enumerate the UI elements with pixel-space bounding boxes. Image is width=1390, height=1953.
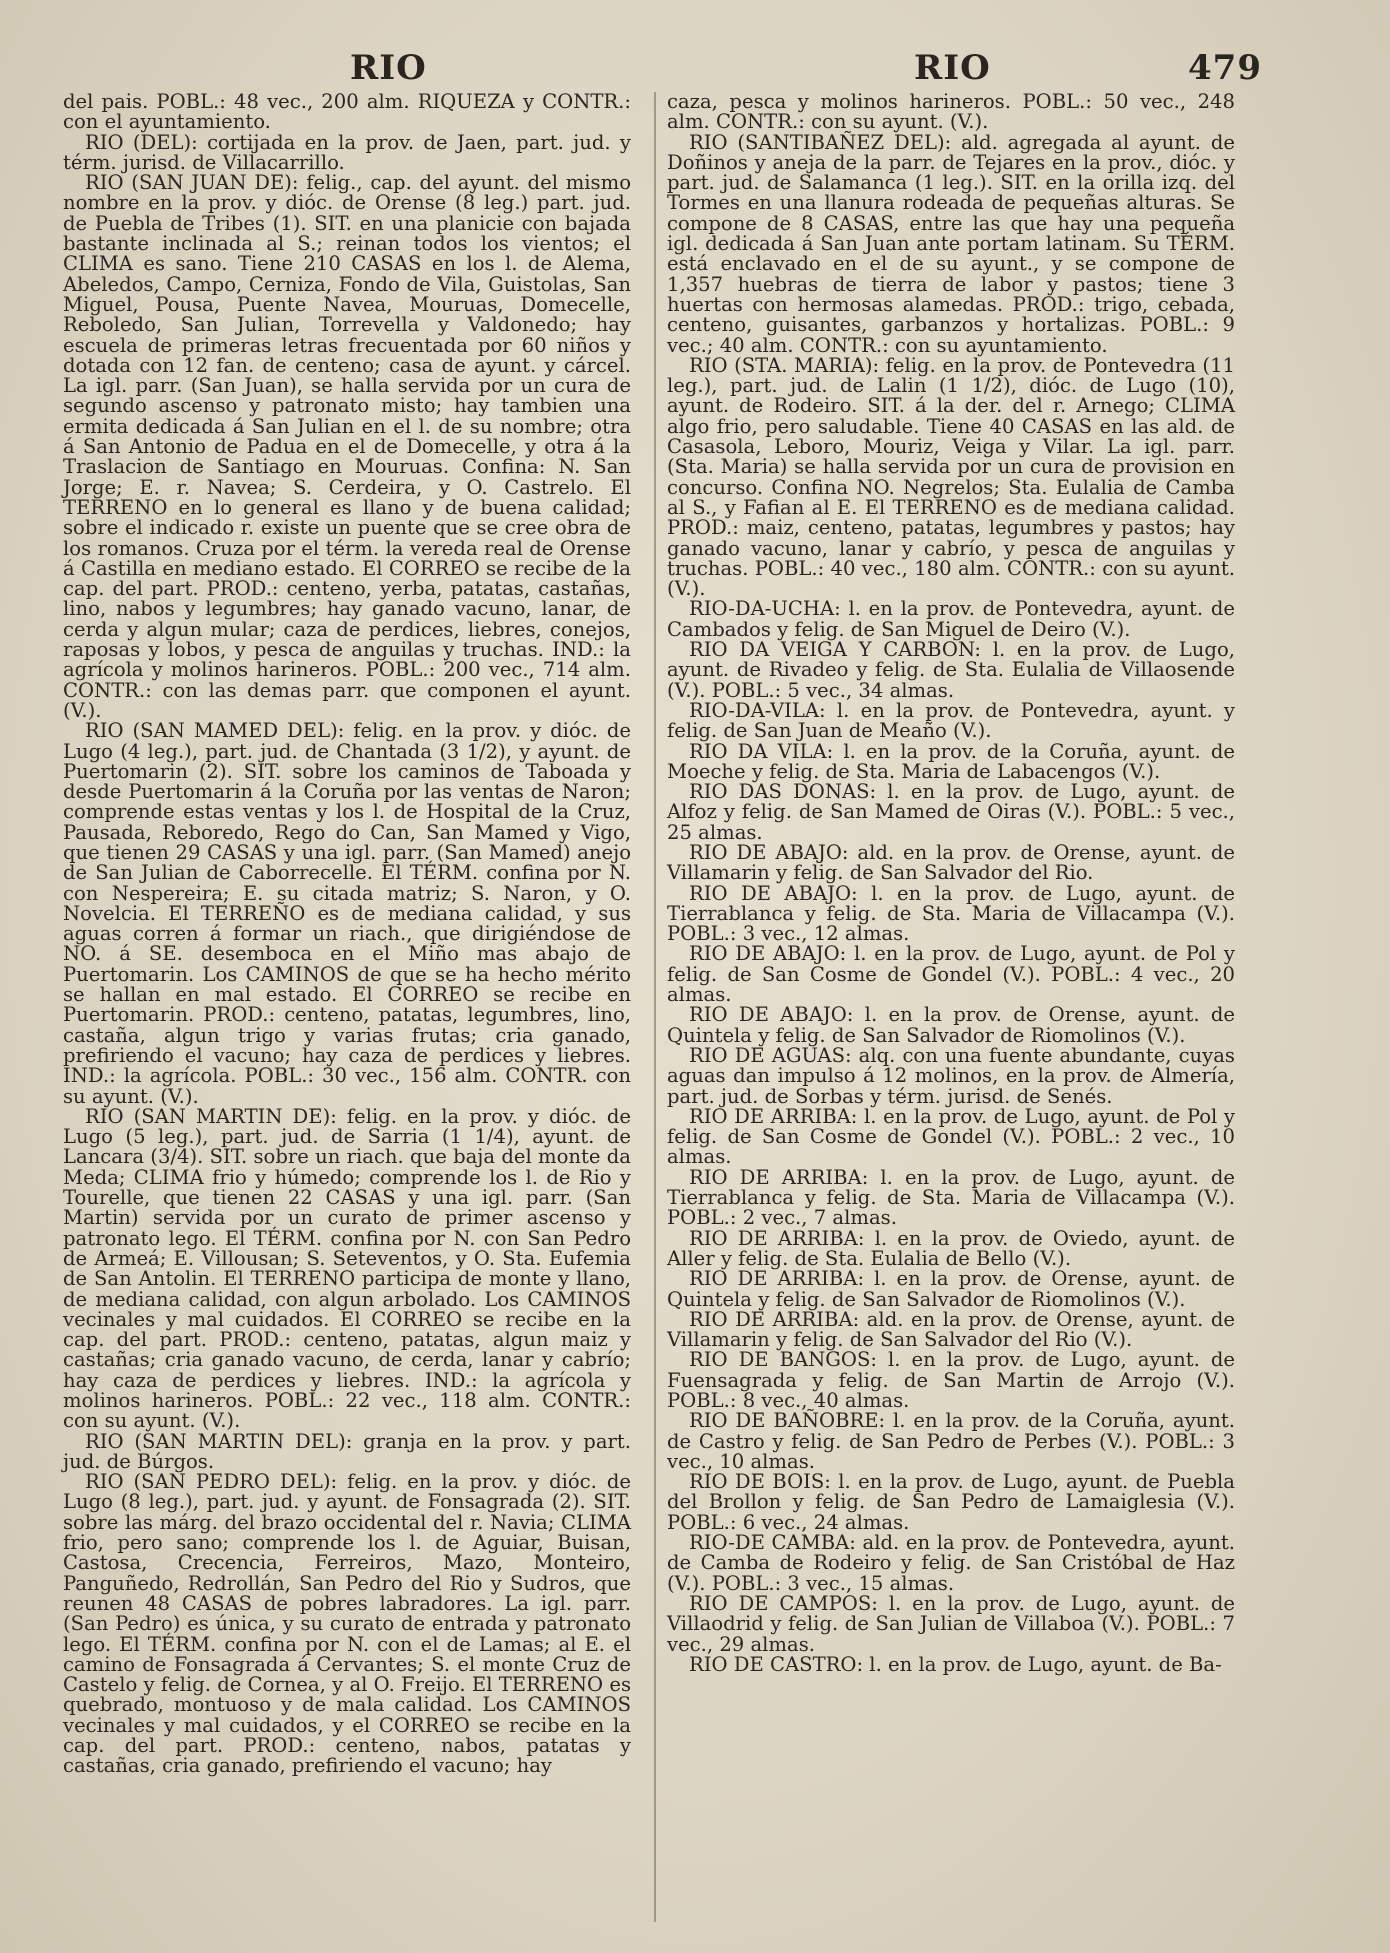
left-column: [63, 92, 631, 1777]
dictionary-entry: RIO DE BOIS: l. en la prov. de Lugo, ayunt. de Puebla del Brollon y felig. de San Pedro de Lamaiglesia (V.). POBL.: 6 vec., 24 almas.: [667, 1470, 1235, 1534]
dictionary-entry: RIO (SAN PEDRO DEL): felig. en la prov. y dióc. de Lugo (8 leg.), part. jud. y ayunt. de Fonsagrada (2). SIT. sobre las márg. del brazo occidental del r. Navia; CLIMA frio, pero sano; comprende los l. de Aguiar, Buisan, Castosa, Crecencia, Ferreiros, Mazo, Monteiro, Panguñedo, Redrollán, San Pedro del Rio y Sudros, que reunen 48 CASAS de pobres labradores. La igl. parr. (San Pedro) es única, y su curato de entrada y patronato lego. El TÉRM. confina por N. con el de Lamas; al E. el camino de Fonsagrada á Cervantes; S. el monte Cruz de Castelo y felig. de Cornea, y al O. Freijo. El TERRENO es quebrado, montuoso y de mala calidad. Los CAMINOS vecinales y mal cuidados, y el CORREO se recibe en la cap. del part. PROD.: centeno, nabos, patatas y castañas, cria ganado, prefiriendo el vacuno; hay: [63, 1470, 631, 1778]
dictionary-entry: RIO DE ABAJO: l. en la prov. de Lugo, ayunt. de Tierrablanca y felig. de Sta. Maria de Villacampa (V.). POBL.: 3 vec., 12 almas.: [667, 881, 1235, 946]
right-column: [667, 92, 1235, 1675]
dictionary-entry: RIO-DA-UCHA: l. en la prov. de Pontevedra, ayunt. de Cambados y felig. de San Miguel de Deiro (V.).: [667, 597, 1235, 641]
dictionary-entry: RIO DE ARRIBA: l. en la prov. de Lugo, ayunt. de Pol y felig. de San Cosme de Gondel (V.). POBL.: 2 vec., 10 almas.: [667, 1104, 1235, 1169]
dictionary-entry: RIO (SAN JUAN DE): felig., cap. del ayunt. del mismo nombre en la prov. y dióc. de Orense (8 leg.) part. jud. de Puebla de Tribes (1). SIT. en una planicie con bajada bastante inclinada al S.; reinan todos los vientos; el CLIMA es sano. Tiene 210 CASAS en los l. de Alema, Abeledos, Campo, Cerniza, Fondo de Vila, Guistolas, San Miguel, Pousa, Puente Navea, Mouruas, Domecelle, Reboledo, San Julian, Torrevella y Valdonedo; hay escuela de primeras letras frecuentada por 60 niños y dotada con 12 fan. de centeno; casa de ayunt. y cárcel. La igl. parr. (San Juan), se halla servida por un cura de segundo ascenso y patronato misto; hay tambien una ermita dedicada á San Julian en el l. de su nombre; otra á San Antonio de Padua en el de Domecelle, y otra á la Traslacion de Santiago en Mouruas. Confina: N. San Jorge; E. r. Navea; S. Cerdeira, y O. Castrelo. El TERRENO en lo general es llano y de buena calidad; sobre el indicado r. existe un puente que se cree obra de los romanos. Cruza por el térm. la vereda real de Orense á Castilla en mediano estado. El CORREO se recibe de la cap. del part. PROD.: centeno, yerba, patatas, castañas, lino, nabos y legumbres; hay ganado vacuno, lanar, de cerda y algun mular; caza de perdices, liebres, conejos, raposas y lobos, y pesca de anguilas y truchas. IND.: la agrícola y molinos harineros. POBL.: 200 vec., 714 alm. CONTR.: con las demas parr. que componen el ayunt. (V.).: [63, 171, 631, 722]
dictionary-entry: RIO (SAN MAMED DEL): felig. en la prov. y dióc. de Lugo (4 leg.), part. jud. de Chantada (3 1/2), y ayunt. de Puertomarin (2). SIT. sobre los caminos de Taboada y desde Puertomarin á la Coruña por las ventas de Naron; comprende estas ventas y los l. de Hospital de la Cruz, Pausada, Reboredo, Rego do Can, San Mamed y Vigo, que tienen 29 CASAS y una igl. parr. (San Mamed) anejo de San Julian de Caborrecelle. El TÉRM. confina por N. con Nespereira; E. su citada matriz; S. Naron, y O. Novelcia. El TERREÑO es de mediana calidad, y sus aguas corren á formar un riach., que dirigiéndose de NO. á SE. desemboca en el Miño mas abajo de Puertomarin. Los CAMINOS de que se ha hecho mérito se hallan en mal estado. El CORREO se recibe en Puertomarin. PROD.: centeno, patatas, legumbres, lino, castaña, algun trigo y varias frutas; cria ganado, prefiriendo el vacuno; hay caza de perdices y liebres. IND.: la agrícola. POBL.: 30 vec., 156 alm. CONTR. con su ayunt. (V.).: [63, 719, 631, 1108]
dictionary-entry: RIO-DE CAMBA: ald. en la prov. de Pontevedra, ayunt. de Camba de Rodeiro y felig. de San Cristóbal de Haz (V.). POBL.: 3 vec., 15 almas.: [667, 1531, 1235, 1595]
dictionary-entry: RIO (SAN MARTIN DE): felig. en la prov. y dióc. de Lugo (5 leg.), part. jud. de Sarria (1 1/4), ayunt. de Lancara (3/4). SIT. sobre un riach. que baja del monte da Meda; CLIMA frio y húmedo; comprende los l. de Rio y Tourelle, que tienen 22 CASAS y una igl. parr. (San Martin) servida por un curato de primer ascenso y patronato lego. El TÉRM. confina por N. con San Pedro de Armeá; E. Villousan; S. Seteventos, y O. Sta. Eufemia de San Antolin. El TERRENO participa de monte y llano, de mediana calidad, con algun arbolado. Los CAMINOS vecinales y mal cuidados. El CORREO se recibe en la cap. del part. PROD.: centeno, patatas, algun maiz y castañas; cria ganado vacuno, de cerda, lanar y cabrío; hay caza de perdices y liebres. IND.: la agrícola y molinos harineros. POBL.: 22 vec., 118 alm. CONTR.: con su ayunt. (V.).: [63, 1104, 631, 1433]
dictionary-entry: RIO (SAN MARTIN DEL): granja en la prov. y part. jud. de Búrgos.: [63, 1429, 631, 1473]
dictionary-entry: RIO DA VEIGA Y CARBON: l. en la prov. de Lugo, ayunt. de Rivadeo y felig. de Sta. Eulalia de Villaosende (V.). POBL.: 5 vec., 34 almas.: [667, 638, 1235, 702]
dictionary-entry: RIO DE ARRIBA: l. en la prov. de Lugo, ayunt. de Tierrablanca y felig. de Sta. Maria de Villacampa (V.). POBL.: 2 vec., 7 almas.: [667, 1165, 1235, 1230]
dictionary-entry: RIO DE BANGOS: l. en la prov. de Lugo, ayunt. de Fuensagrada y felig. de San Martin de Arrojo (V.). POBL.: 8 vec., 40 almas.: [667, 1348, 1235, 1412]
dictionary-entry: RIO (STA. MARIA): felig. en la prov. de Pontevedra (11 leg.), part. jud. de Lalin (1 1/2), dióc. de Lugo (10), ayunt. de Rodeiro. SIT. á la der. del r. Arnego; CLIMA algo frio, pero saludable. Tiene 40 CASAS en las ald. de Casasola, Leboro, Mouriz, Veiga y Vilar. La igl. parr. (Sta. Maria) se halla servida por un cura de provision en concurso. Confina NO. Negrelos; Sta. Eulalia de Camba al S., y Fafian al E. El TERRENO es de mediana calidad. PROD.: maiz, centeno, patatas, legumbres y pastos; hay ganado vacuno, lanar y cabrío, y pesca de anguilas y truchas. POBL.: 40 vec., 180 alm. CONTR.: con su ayunt. (V.).: [667, 353, 1235, 601]
dictionary-entry: RIO DAS DONAS: l. en la prov. de Lugo, ayunt. de Alfoz y felig. de San Mamed de Oiras (V.). POBL.: 5 vec., 25 almas.: [667, 780, 1235, 844]
running-head-left: RIO: [350, 48, 427, 88]
dictionary-entry: RIO DE ABAJO: l. en la prov. de Lugo, ayunt. de Pol y felig. de San Cosme de Gondel (V.). POBL.: 4 vec., 20 almas.: [667, 942, 1235, 1007]
dictionary-entry: del pais. POBL.: 48 vec., 200 alm. RIQUEZA y CONTR.: con el ayuntamiento.: [63, 90, 631, 134]
dictionary-entry: RIO DE BAÑOBRE: l. en la prov. de la Coruña, ayunt. de Castro y felig. de San Pedro de Perbes (V.). POBL.: 3 vec., 10 almas.: [667, 1409, 1235, 1473]
dictionary-entry: RIO (SANTIBAÑEZ DEL): ald. agregada al ayunt. de Doñinos y aneja de la parr. de Tejares en la prov., dióc. y part. jud. de Salamanca (1 leg.). SIT. en la orilla izq. del Tormes en una llanura rodeada de pequeñas alturas. Se compone de 8 CASAS, entre las que hay una pequeña igl. dedicada á San Juan ante portam latinam. Su TÉRM. está enclavado en el de su ayunt., y se compone de 1,357 huebras de tierra de labor y pastos; tiene 3 huertas con hermosas alamedas. PROD.: trigo, cebada, centeno, guisantes, garbanzos y hortalizas. POBL.: 9 vec.; 40 alm. CONTR.: con su ayuntamiento.: [667, 130, 1235, 357]
dictionary-entry: RIO DE AGUAS: alq. con una fuente abundante, cuyas aguas dan impulso á 12 molinos, en la prov. de Almería, part. jud. de Sorbas y térm. jurisd. de Senés.: [667, 1043, 1235, 1108]
dictionary-entry: RIO DE ARRIBA: l. en la prov. de Oviedo, ayunt. de Aller y felig. de Sta. Eulalia de Bello (V.).: [667, 1226, 1235, 1270]
dictionary-entry: RIO-DA-VILA: l. en la prov. de Pontevedra, ayunt. y felig. de San Juan de Meaño (V.).: [667, 698, 1235, 743]
dictionary-entry: RIO DE CAMPOS: l. en la prov. de Lugo, ayunt. de Villaodrid y felig. de San Julian de Villaboa (V.). POBL.: 7 vec., 29 almas.: [667, 1591, 1235, 1656]
dictionary-entry: RIO DE ARRIBA: l. en la prov. de Orense, ayunt. de Quintela y felig. de San Salvador de Riomolinos (V.).: [667, 1267, 1235, 1311]
column-divider: [654, 92, 656, 1922]
dictionary-entry: caza, pesca y molinos harineros. POBL.: 50 vec., 248 alm. CONTR.: con su ayunt. (V.).: [667, 90, 1235, 134]
dictionary-entry: RIO DA VILA: l. en la prov. de la Coruña, ayunt. de Moeche y felig. de Sta. Maria de Labacengos (V.).: [667, 739, 1235, 783]
dictionary-entry: RIO (DEL): cortijada en la prov. de Jaen, part. jud. y térm. jurisd. de Villacarrillo.: [63, 130, 631, 174]
page-number: 479: [1188, 48, 1262, 88]
dictionary-entry: RIO DE ABAJO: ald. en la prov. de Orense, ayunt. de Villamarin y felig. de San Salvador del Rio.: [667, 840, 1235, 885]
dictionary-entry: RIO DE ABAJO: l. en la prov. de Orense, ayunt. de Quintela y felig. de San Salvador de Riomolinos (V.).: [667, 1003, 1235, 1047]
dictionary-entry: RIO DE ARRIBA: ald. en la prov. de Orense, ayunt. de Villamarin y felig. de San Salvador del Rio (V.).: [667, 1307, 1235, 1352]
dictionary-entry: RIO DE CASTRO: l. en la prov. de Lugo, ayunt. de Ba-: [689, 1652, 1222, 1676]
running-head-right: RIO: [914, 48, 991, 88]
